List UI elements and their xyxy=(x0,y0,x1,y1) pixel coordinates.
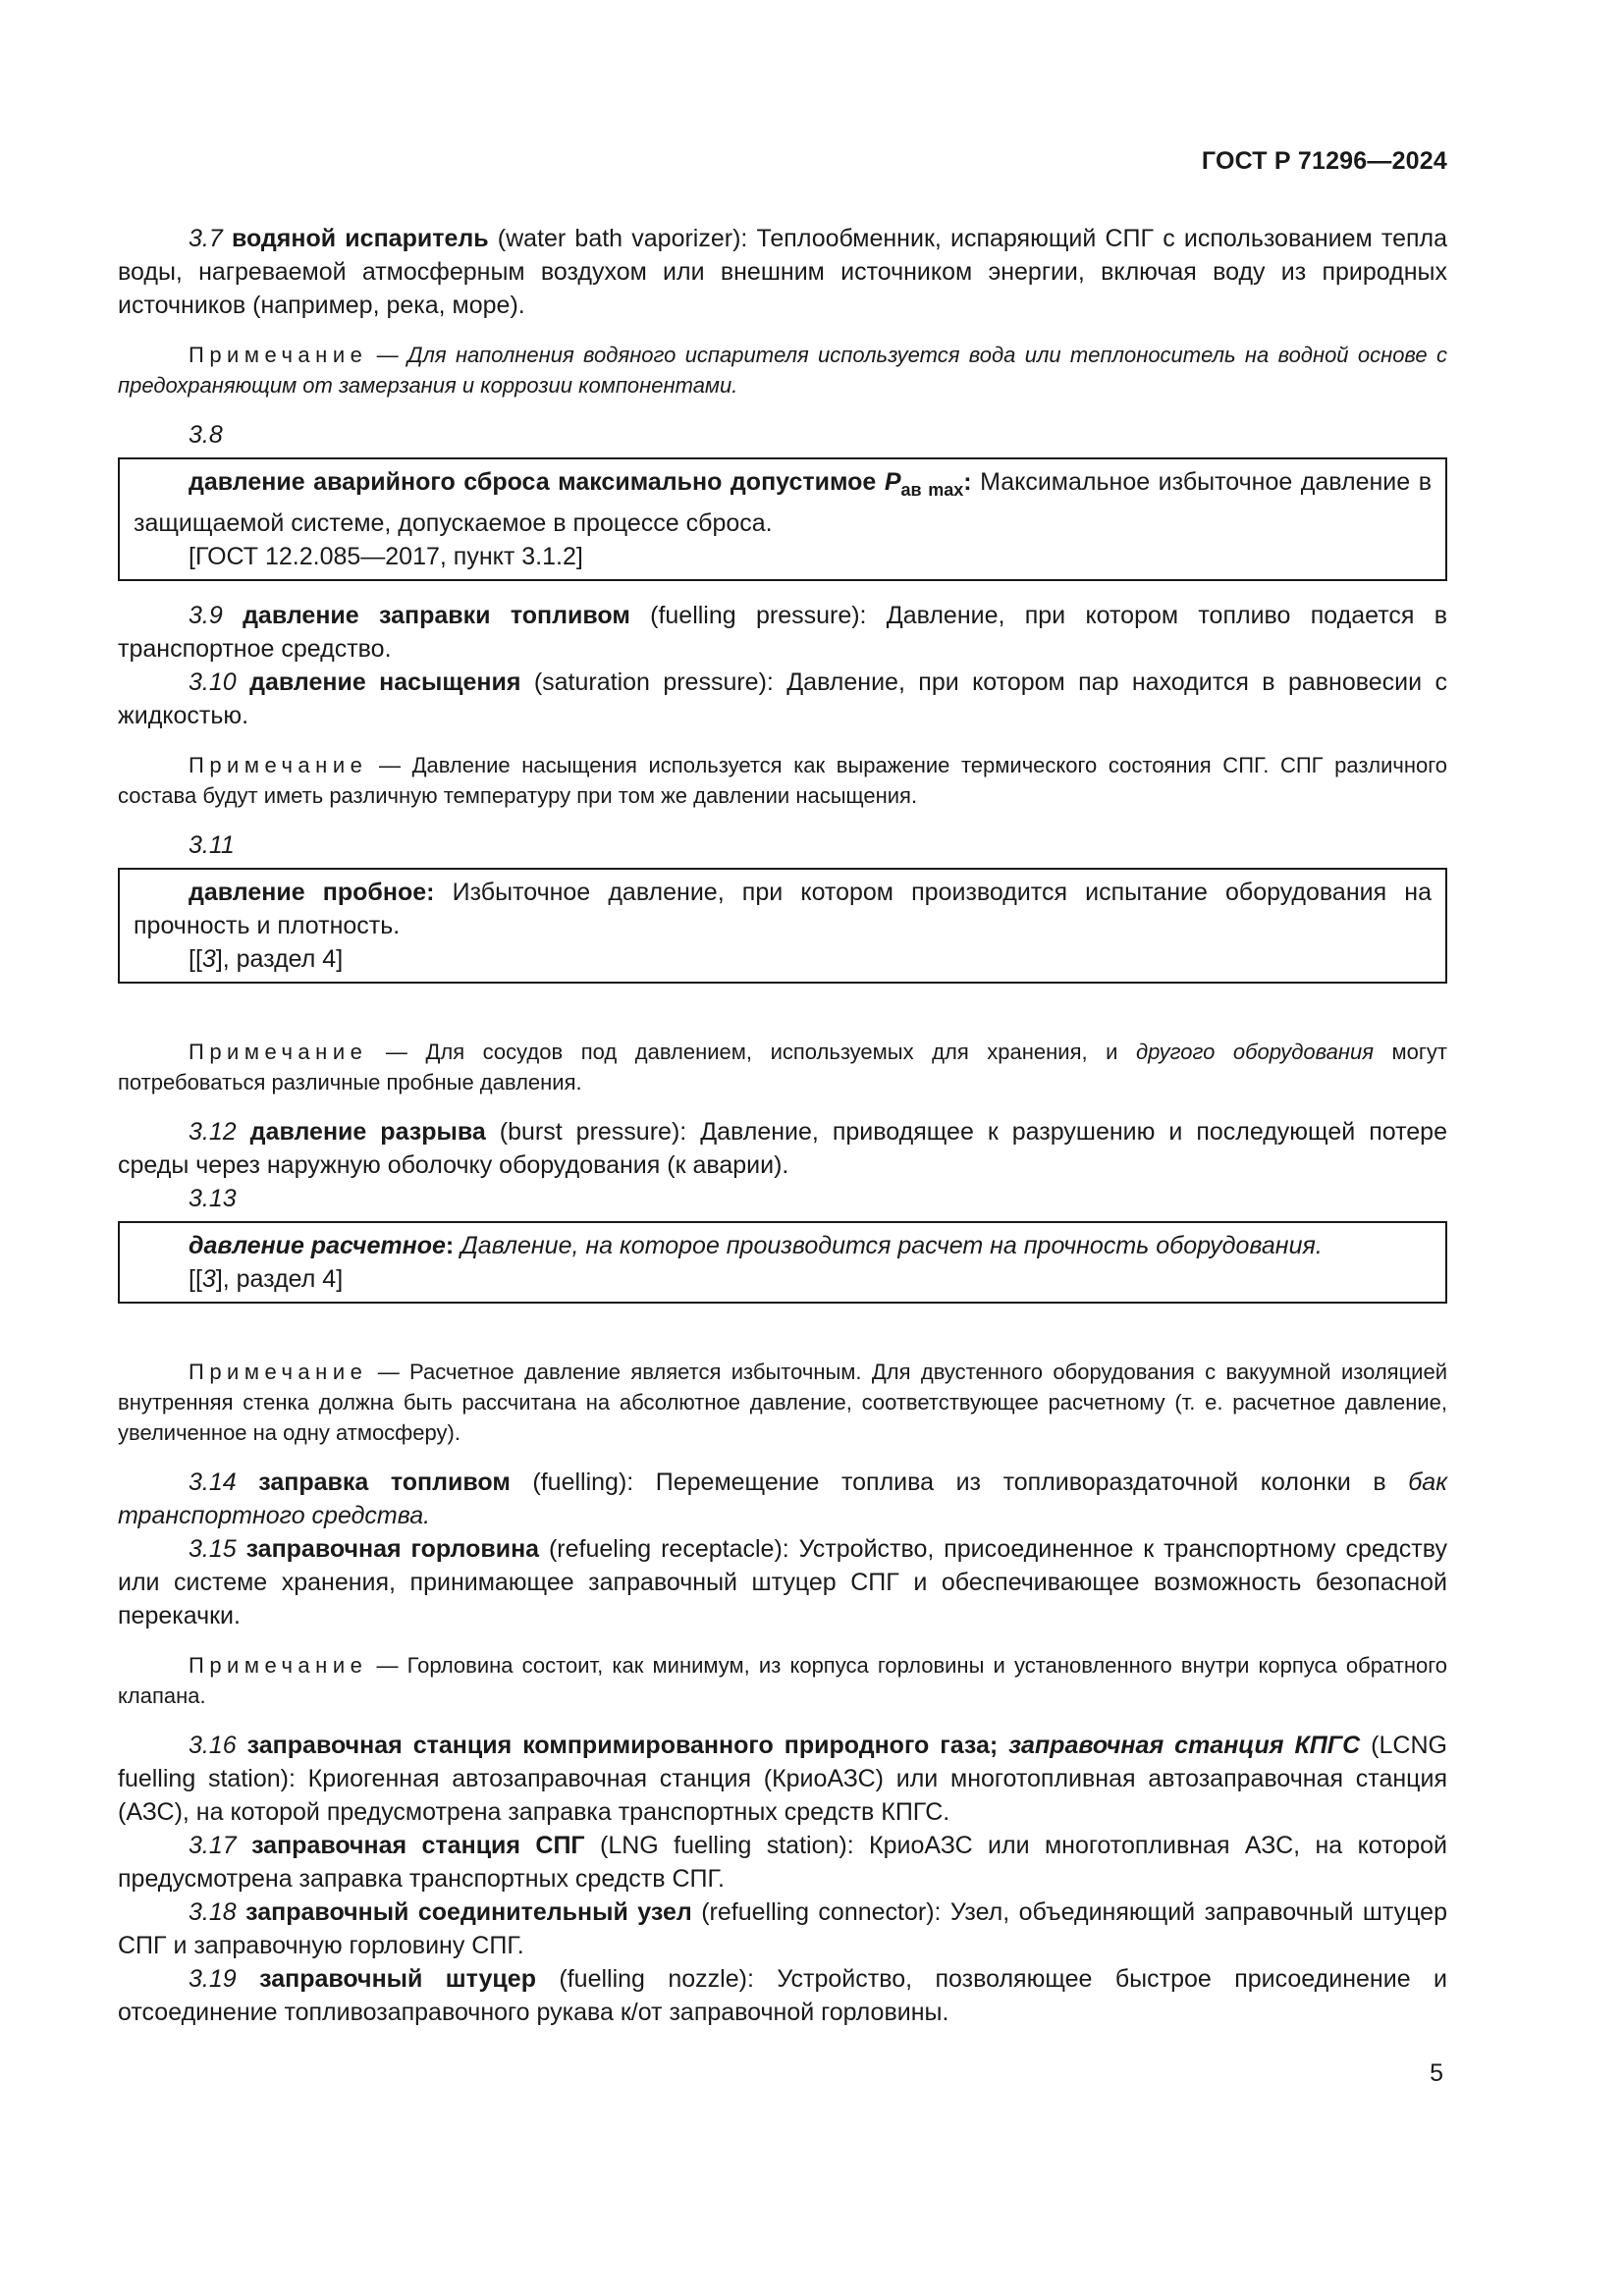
term-definition: (fuelling nozzle): Устройство, позволяющее быстрое присоединение и отсоединение топливозаправочного рукава к/от заправочной горловины. xyxy=(118,1965,1447,2026)
note-text: — Расчетное давление является избыточным. Для двустенного оборудования с вакуумной изоляцией внутренняя стенка должна быть рассчитана на абсолютное давление, соответствующее расчетному (т. е. расчетное давление, увеличенное на одну атмосферу). xyxy=(118,1360,1447,1445)
term-definition-italic: бак транспортного средства. xyxy=(118,1468,1448,1529)
term-3-18 xyxy=(118,1896,1447,1962)
term-title: давление заправки топливом xyxy=(243,602,630,629)
term-number: 3.9 xyxy=(189,602,223,629)
term-3-15 xyxy=(118,1532,1447,1632)
note-label: Примечание xyxy=(189,753,368,777)
term-definition: Давление, на которое производится расчет на прочность оборудования. xyxy=(454,1232,1323,1259)
note-label: Примечание xyxy=(189,343,368,367)
term-3-13 xyxy=(134,1229,1432,1262)
term-definition: Максимальное избыточное давление в защищаемой системе, допускаемое в процессе сброса. xyxy=(134,468,1432,537)
note-label: Примечание xyxy=(189,1360,368,1384)
term-definition: (burst pressure): Давление, приводящее к разрушению и последующей потере среды через наружную оболочку оборудования (к аварии). xyxy=(118,1118,1447,1179)
term-title: давление разрыва xyxy=(249,1118,486,1146)
term-definition: Избыточное давление, при котором производится испытание оборудования на прочность и плотность. xyxy=(134,879,1432,939)
term-number-3-8: 3.8 xyxy=(189,421,223,449)
term-definition: (fuelling pressure): Давление, при котором топливо подается в транспортное средство. xyxy=(118,602,1447,663)
term-number: 3.18 xyxy=(189,1898,237,1926)
term-number-3-13: 3.13 xyxy=(189,1185,237,1212)
note-text: — Давление насыщения используется как выражение термического состояния СПГ. СПГ различного состава будут иметь различную температуру при том же давлении насыщения. xyxy=(118,753,1447,808)
term-number: 3.12 xyxy=(189,1118,237,1146)
term-symbol-subscript: ав max xyxy=(900,480,964,500)
term-3-19 xyxy=(118,1962,1447,2029)
term-title: заправка топливом xyxy=(258,1468,511,1496)
page-number: 5 xyxy=(1430,2059,1443,2087)
framed-term-3-8 xyxy=(118,457,1447,581)
term-3-17 xyxy=(118,1829,1447,1896)
term-definition: (water bath vaporizer): Теплообменник, испаряющий СПГ с использованием тепла воды, нагреваемой атмосферным воздухом или внешним источником энергии, включая воду из природных источников (например, река, море). xyxy=(118,225,1448,319)
term-title: давление пробное: xyxy=(189,879,435,906)
term-number: 3.19 xyxy=(189,1965,237,1993)
note-3-7 xyxy=(118,340,1447,400)
term-number: 3.14 xyxy=(189,1468,237,1496)
term-3-10 xyxy=(118,666,1447,732)
term-symbol: P xyxy=(884,468,901,496)
note-italic-text: другого оборудования xyxy=(1136,1040,1374,1064)
term-colon: : xyxy=(445,1232,455,1259)
note-text: — Для наполнения водяного испарителя используется вода или теплоноситель на водной основе с предохраняющим от замерзания и коррозии компонентами. xyxy=(118,343,1447,398)
framed-term-3-13 xyxy=(118,1221,1447,1304)
term-3-12 xyxy=(118,1115,1447,1182)
term-number: 3.17 xyxy=(189,1832,237,1859)
term-title: давление насыщения xyxy=(249,668,521,696)
term-3-8 xyxy=(134,465,1432,540)
term-number: 3.16 xyxy=(189,1732,237,1759)
term-source: [[3], раздел 4] xyxy=(189,945,344,973)
term-title: заправочная станция СПГ xyxy=(251,1832,585,1859)
term-title: заправочная горловина xyxy=(245,1535,540,1563)
term-definition: (refueling receptacle): Устройство, присоединенное к транспортному средству или системе хранения, принимающее заправочный штуцер СПГ и обеспечивающее возможность безопасной перекачки. xyxy=(118,1535,1447,1629)
term-source: [ГОСТ 12.2.085—2017, пункт 3.1.2] xyxy=(189,543,583,570)
term-number-3-11: 3.11 xyxy=(189,831,235,859)
term-3-14 xyxy=(118,1466,1447,1532)
term-alt-title: заправочная станция КПГС xyxy=(1008,1732,1361,1759)
term-colon: : xyxy=(963,468,972,496)
page-content xyxy=(118,222,1447,2029)
bibliography-reference: 3 xyxy=(201,1265,216,1293)
term-number: 3.10 xyxy=(189,668,237,696)
term-title: заправочная станция компримированного природного газа; xyxy=(246,1732,1009,1759)
note-text: — Для сосудов под давлением, используемых для хранения, и xyxy=(367,1040,1136,1064)
term-3-7 xyxy=(118,222,1447,322)
term-definition: (LCNG fuelling station): Криогенная автозаправочная станция (КриоАЗС) или многотопливная автозаправочная станция (АЗС), на которой предусмотрена заправка транспортных средств КПГС. xyxy=(118,1732,1447,1826)
note-3-15 xyxy=(118,1650,1447,1711)
note-label: Примечание xyxy=(189,1653,368,1678)
term-3-9 xyxy=(118,599,1447,666)
term-number: 3.7 xyxy=(189,225,223,252)
term-3-16 xyxy=(118,1729,1447,1829)
term-definition: (LNG fuelling station): КриоАЗС или многотопливная АЗС, на которой предусмотрена заправка транспортных средств СПГ. xyxy=(118,1832,1447,1893)
note-label: Примечание xyxy=(189,1040,368,1064)
term-definition: (fuelling): Перемещение топлива из топливораздаточной колонки в xyxy=(510,1468,1409,1496)
note-3-11 xyxy=(118,1037,1447,1097)
term-source: [[3], раздел 4] xyxy=(189,1265,344,1293)
document-code: ГОСТ Р 71296—2024 xyxy=(1201,147,1447,175)
term-3-11 xyxy=(134,876,1432,942)
note-text: — Горловина состоит, как минимум, из корпуса горловины и установленного внутри корпуса обратного клапана. xyxy=(118,1653,1447,1708)
term-title: заправочный соединительный узел xyxy=(245,1898,692,1926)
note-3-13 xyxy=(118,1357,1447,1448)
term-number: 3.15 xyxy=(189,1535,237,1563)
note-3-10 xyxy=(118,750,1447,811)
framed-term-3-11 xyxy=(118,868,1447,984)
bibliography-reference: 3 xyxy=(201,945,216,973)
term-definition: (saturation pressure): Давление, при котором пар находится в равновесии с жидкостью. xyxy=(118,668,1447,729)
term-title: водяной испаритель xyxy=(231,225,489,252)
term-title: заправочный штуцер xyxy=(259,1965,536,1993)
term-title: давление аварийного сброса максимально допустимое xyxy=(189,468,885,496)
term-definition: (refuelling connector): Узел, объединяющий заправочный штуцер СПГ и заправочную горловину СПГ. xyxy=(118,1898,1447,1959)
term-title: давление расчетное xyxy=(189,1232,446,1259)
note-text-end: могут потребоваться различные пробные давления. xyxy=(118,1040,1447,1095)
